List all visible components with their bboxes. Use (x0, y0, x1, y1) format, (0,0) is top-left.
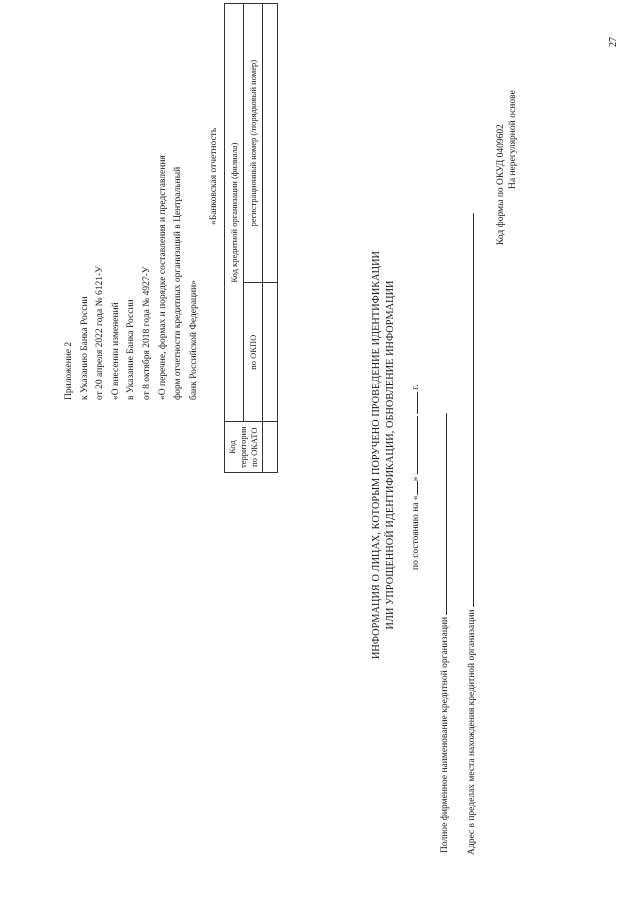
appendix-line: «О перечне, формах и порядке составления и представления (157, 155, 168, 400)
regnum-header: регистрационный номер (/порядковый номер) (244, 4, 263, 283)
as-of-date (408, 384, 421, 570)
okpo-header: по ОКПО (244, 283, 263, 422)
report-type-label: «Банковская отчетность (209, 127, 219, 225)
appendix-line: от 8 октября 2018 года № 4927-У (141, 266, 152, 400)
address-label: Адрес в пределах места нахождения кредитной организации (467, 609, 477, 855)
frequency-label: На нерегулярной основе (508, 90, 518, 189)
appendix-line: «О внесении изменений (110, 302, 121, 400)
year-blank[interactable] (408, 392, 418, 414)
okato-value-cell[interactable] (263, 422, 278, 473)
as-of-quote: » (411, 476, 421, 482)
okato-header: Код территории по ОКАТО (225, 422, 263, 473)
appendix-line: от 20 апреля 2022 года № 6121-У (95, 266, 106, 400)
address-row (464, 213, 477, 855)
okpo-value-cell[interactable] (263, 283, 278, 422)
title-line-1: ИНФОРМАЦИЯ О ЛИЦАХ, КОТОРЫМ ПОРУЧЕНО ПРОВЕДЕНИЕ ИДЕНТИФИКАЦИИ (371, 250, 382, 660)
document-title (370, 205, 397, 705)
full-name-label: Полное фирменное наименование кредитной организации (440, 616, 450, 853)
title-line-2: ИЛИ УПРОЩЕННОЙ ИДЕНТИФИКАЦИИ, ОБНОВЛЕНИЕ ИНФОРМАЦИИ (384, 280, 396, 630)
appendix-line: Приложение 2 (64, 341, 74, 400)
appendix-line: банк Российской Федерации» (188, 280, 199, 400)
month-blank[interactable] (408, 416, 418, 474)
appendix-line: к Указанию Банка России (79, 296, 90, 400)
appendix-line: в Указание Банка России (126, 299, 137, 400)
year-suffix: г. (411, 384, 421, 390)
appendix-header (62, 40, 202, 400)
regnum-value-cell[interactable] (263, 4, 278, 283)
org-code-header: Код кредитной организации (филиала) (225, 4, 244, 422)
address-field[interactable] (464, 213, 474, 607)
codes-table (224, 3, 278, 473)
full-name-field[interactable] (437, 413, 447, 615)
okud-code: Код формы по ОКУД 0409602 (496, 124, 506, 245)
day-blank[interactable] (408, 481, 418, 495)
appendix-line: форм отчетности кредитных организаций в Центральный (173, 166, 184, 400)
full-name-row (437, 413, 450, 853)
as-of-prefix: по состоянию на « (411, 495, 421, 570)
page-number: 27 (608, 37, 619, 47)
